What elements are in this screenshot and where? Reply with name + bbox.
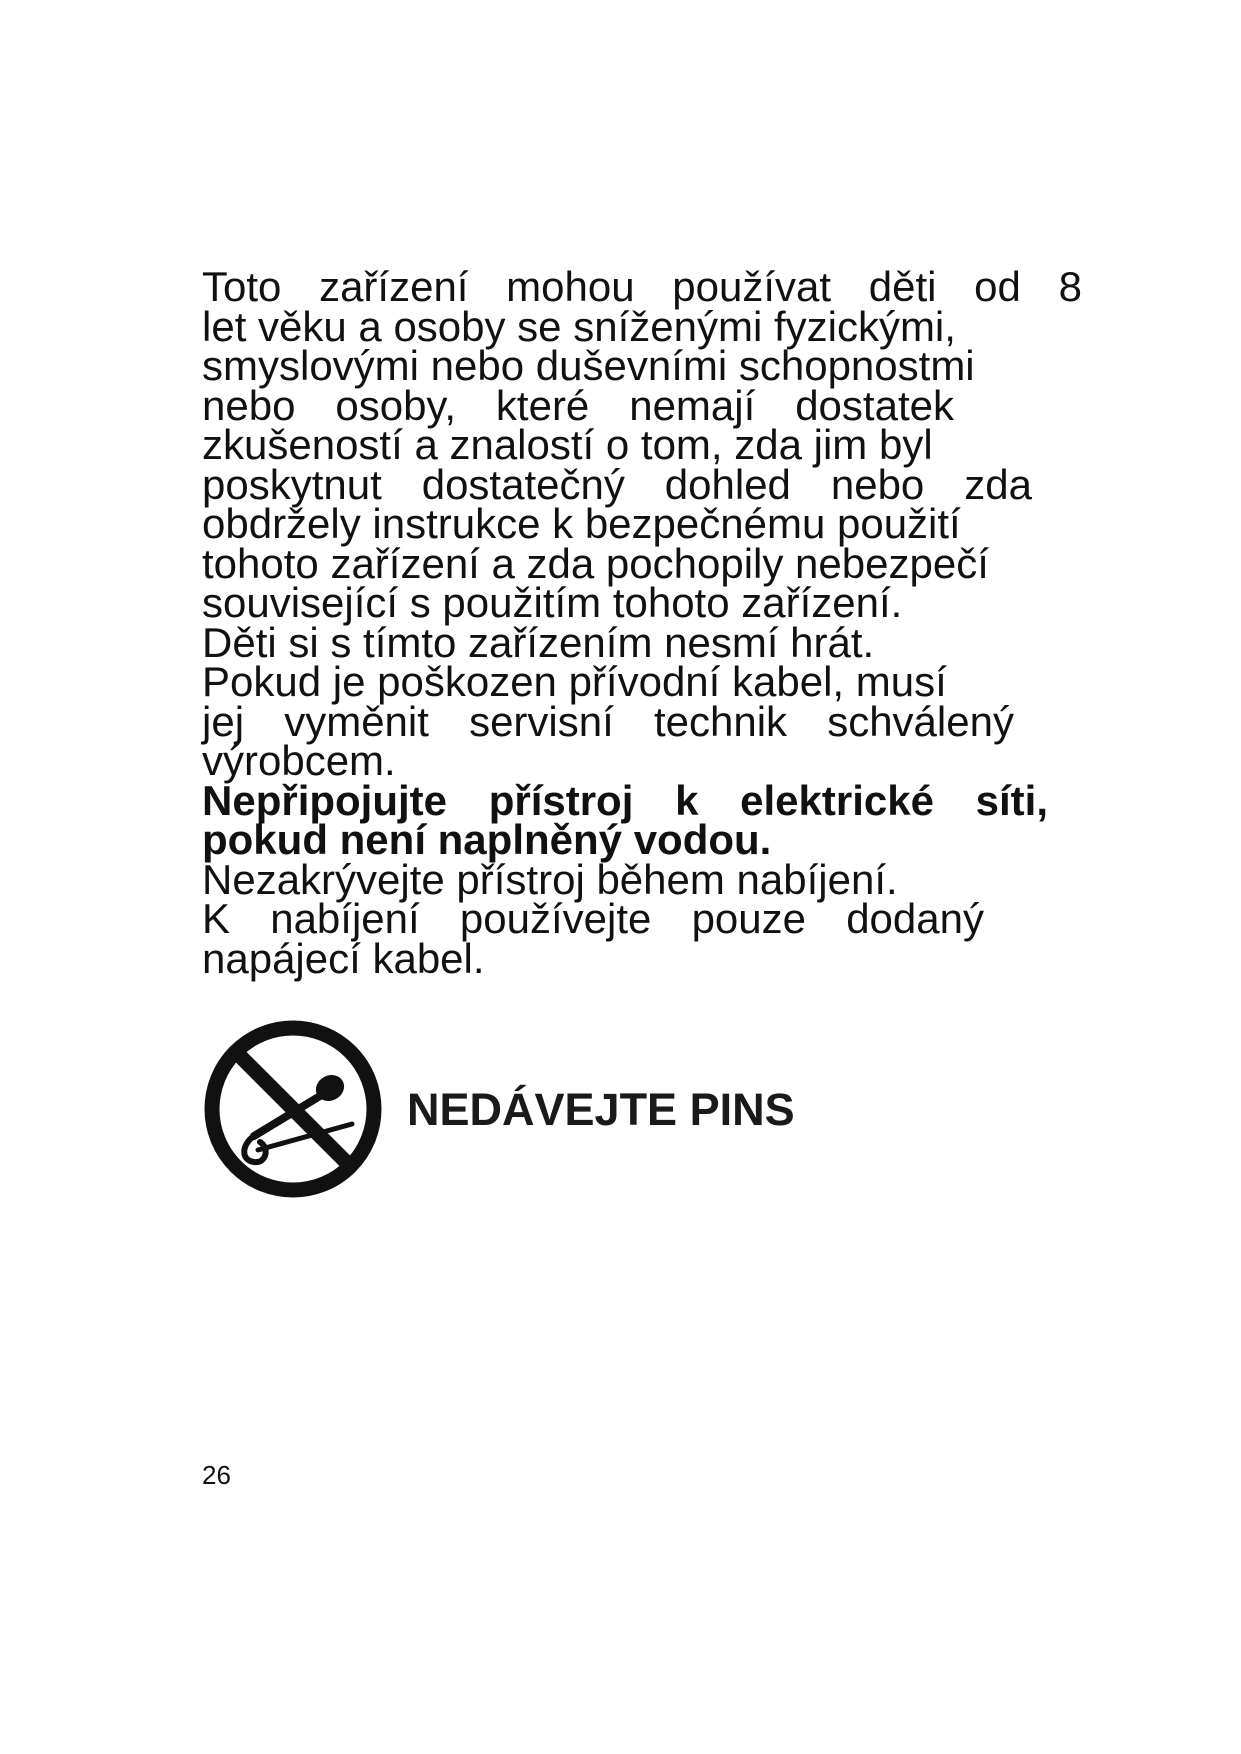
- text-line: zkušeností a znalostí o tom, zda jim byl: [202, 421, 933, 468]
- text-line: jej vyměnit servisní technik schválený: [202, 697, 1014, 745]
- text-line: Nezakrývejte přístroj během nabíjení.: [202, 855, 898, 903]
- text-line: let věku a osoby se sníženými fyzickými,: [202, 302, 956, 350]
- instruction-text: [202, 263, 1082, 982]
- text-line: napájecí kabel.: [202, 934, 485, 982]
- text-line: nebo osoby, které nemají dostatek: [202, 381, 954, 429]
- text-line: Toto zařízení mohou používat děti od 8: [202, 263, 1082, 310]
- text-line: smyslovými nebo duševními schopnostmi: [202, 342, 975, 389]
- no-pins-icon: [202, 1018, 384, 1200]
- text-line: Děti si s tímto zařízením nesmí hrát.: [202, 618, 875, 666]
- text-line: K nabíjení používejte pouze dodaný: [202, 895, 984, 942]
- text-line: Pokud je poškozen přívodní kabel, musí: [202, 658, 947, 705]
- bold-warning-line: pokud není naplněný vodou.: [202, 816, 772, 863]
- text-line: obdržely instrukce k bezpečnému použití: [202, 500, 961, 547]
- text-line: související s použitím tohoto zařízení.: [202, 579, 903, 626]
- page-number: 26: [202, 1460, 231, 1490]
- text-line: poskytnut dostatečný dohled nebo zda: [202, 460, 1032, 508]
- text-line: výrobcem.: [202, 737, 396, 784]
- bold-warning-line: Nepřipojujte přístroj k elektrické síti,: [202, 776, 1048, 824]
- warning-label: NEDÁVEJTE PINS: [407, 1084, 795, 1135]
- warning-row: [202, 1018, 1002, 1200]
- text-line: tohoto zařízení a zda pochopily nebezpečí: [202, 539, 989, 587]
